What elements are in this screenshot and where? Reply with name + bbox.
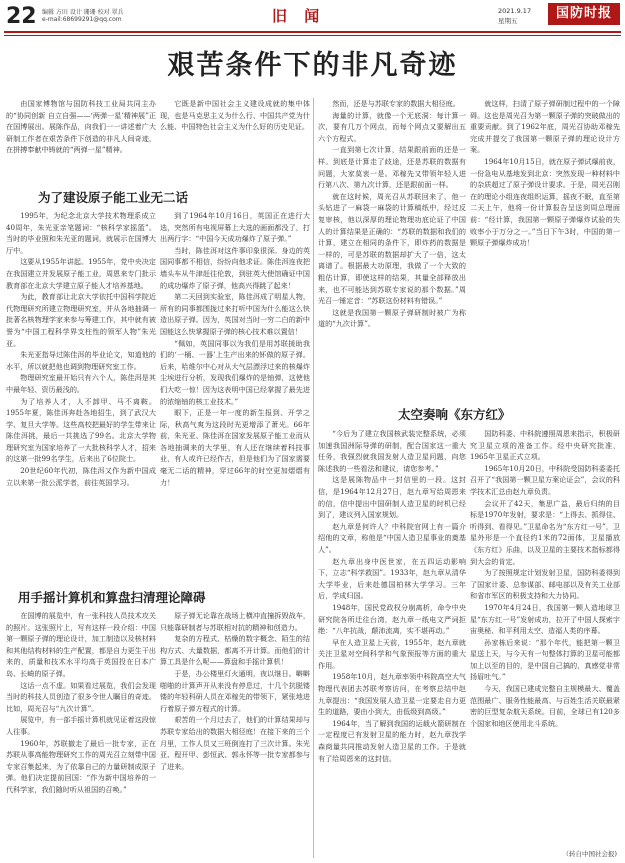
- date-text: 2021.9.17: [498, 7, 532, 15]
- paragraph: 到了1964年10月16日，英国正在进行大选，突然所有电视屏幕上大选的画面都没了，打出两行字：“中国今天成功爆炸了原子弹。”: [160, 211, 310, 244]
- paragraph: 1948年，国民党政权分崩离析，命令中央研究院各所迁往台湾，赵九章一纸电文严词拒绝：“八年抗战，颠沛流离，实不堪再动。”: [318, 602, 466, 636]
- paragraph: 赵九章是何许人？中科院官网上有一篇介绍他的文章，称他是“中国人造卫星事业的奠基人”。: [318, 521, 466, 554]
- paragraph: “佩如，英国同事以为我们是用苏联援助我们的‘一桶、一器’上生产出来的钚做的原子弹。后来，哈维尔中心对从大气层漂浮过来的核爆炸尘埃进行分析，发现我们爆炸的是铀弹，这使他们大吃一惊！因为这表明中国已经掌握了最先进的浓缩铀的核工业技术。”: [160, 338, 310, 406]
- paragraph: 1960年，苏联撤走了最后一批专家，正在苏联从事高能物理研究工作的周光召立刻带中国专家召集起来，为了依靠自己的力量研制成原子弹。他们决定提前回国：“作为新中国培养的一代科学家，我们随时听从祖国的召唤。”: [6, 738, 156, 794]
- section-2-column-b: [160, 610, 310, 858]
- section-3-column-b: [470, 428, 620, 840]
- paragraph: 这是展陈物品中一封信里的一段。这封信，是1964年12月27日，赵九章写给周恩来的信，信中提出中国研制人造卫星的时机已经到了，建议列入国家规划。: [318, 475, 466, 520]
- paragraph: 复杂的方程式、枯燥的数字概念、陌生的结构方式、大量数据，都离不开计算。而他们的计算工具是什么呢——算盘和手摇计算机！: [160, 634, 310, 667]
- paragraph: 当时，陈佳洱对这件事印象很深。身边的英国同事都不相信，纷纷向他求证。陈佳洱连夜把墙头车从牛津赶往伦敦，到驻英大使馆确证中国的成功爆炸了原子弹，他高兴得跳了起来！: [160, 245, 310, 290]
- source-credit: （转自中国社会报): [562, 850, 617, 858]
- paragraph: 一直到第七次计算，结果跟前面的还是一样。到底是计算走了歧途，还是苏联的数据有问题，大家莫衷一是。邓稼先又带领年轻人进行第八次、第九次计算，还是跟前面一样。: [318, 145, 466, 190]
- paragraph: 1964年10月15日，就在原子弹试爆前夜，一份急电从基地发到北京：突然发现一种材料中的杂质超过了原子弹设计要求。于是，周光召刚在的理论小组连夜组织运算，摇夜不眠，直至第二天上午，他将一份计算报告呈送到周总理面前：“经计算，我国第一颗原子弹爆炸试验的失败率小于万分之一。”当日下午3时，中国的第一颗原子弹爆炸成功！: [470, 156, 620, 248]
- header-rule: [4, 31, 621, 33]
- paragraph: “今后为了建立我国核武装完整系统，必须加速我国洲际导弹的研制，配合国家这一重大任务，我强烈就我国发射人造卫星问题，向您陈述我的一些看法和建议，请您参考。”: [318, 429, 466, 473]
- paragraph: 艰苦的一个月过去了，他们的计算结果却与苏联专家给出的数据大相径庭！在接下来的三个月里，工作人员又三班倒连打了三次计算。朱光亚、程开甲、彭恒武、郭永怀等一批专家都参与了进来。: [160, 715, 310, 771]
- paragraph: 孙家栋后来说：“那个年代，能把第一颗卫星送上天，与今天有一句整体打算的卫星可能都加上以至的目的，是中国自己搞的，真感觉非常扬眉吐气。”: [470, 637, 620, 682]
- paragraph: 20世纪60年代初，陈佳洱又作为新中国成立以来第一批公派学者，前往英国学习。: [6, 466, 156, 487]
- page-number: 22: [6, 4, 37, 29]
- paragraph: 这要从1955年讲起。1955年，党中央决定在我国建立并发展原子能工业，周恩来专门批示教育部在北京大学建立原子能人才培养基地。: [6, 257, 156, 290]
- section-heading-3: 太空奏响《东方红》: [398, 407, 511, 422]
- paragraph: 为此，教育部让北京大学依托中国科学院近代物理研究所建立物理研究室，并从各地抽调一批著名核物理学家来参与筹建工作，其中就有被誉为“中国工程科学界支柱性的领军人物”朱光亚。: [6, 292, 156, 348]
- paragraph: 朱光亚指导过陈佳洱的毕业论文，知道他的水平，所以就把他也调到物理研究室工作。: [6, 350, 156, 371]
- paragraph: 1995年，为纪念北京大学技术物理系成立40周年，朱光亚亲笔题词：“核科学家摇篮”。当时的毕业照和朱光亚的题词，就展示在国博大厅中。: [6, 211, 156, 255]
- section-2-column-c: [318, 98, 466, 418]
- paragraph: 这话一点不虚。如果看过展览，我们会发现当时的科技人员创造了很多令世人瞩目的奇迹。比如，周光召与“九次计算”。: [6, 680, 156, 713]
- paragraph: 海量的计算，就像一个无底洞：每计算一次，要有几万个网点，而每个网点又要解出五六个方程式。: [318, 110, 466, 143]
- paragraph: 这就是我国第一颗原子弹研制时被广为称道的“九次计算”。: [318, 307, 466, 329]
- paragraph: 早在人造卫星上天前，1955年，赵九章就关注卫星对空间科学和气象预报等方面的重大作用。: [318, 637, 466, 670]
- paragraph: 物理研究室最开始只有六个人，陈佳洱是其中最年轻、资历最浅的。: [6, 373, 156, 394]
- paragraph: 眼下，正是一年一度的新生报到、开学之际，秋高气爽为这段时光更增添了萧光。66年前，朱光亚、陈佳洱在国家发展原子能工业而从各地抽调来的大学里，有人还在继续着科技事业，有人或许已经作古，但是他们为了国家需要毫无二话的精神，穿过66年的时空更加熠熠有力！: [160, 408, 310, 487]
- section-name: 旧 闻: [272, 7, 326, 25]
- intro-column-2: [160, 98, 310, 190]
- paragraph: 为了按照规定计划发射卫星，国防科委得到了国家计委、总参谋部、邮电部以及有关工业部和省市军区的积极支持和大力协同。: [470, 568, 620, 601]
- section-2-column-a: [6, 610, 156, 858]
- paragraph: 1970年4月24日，我国第一颗人造地球卫星“东方红一号”发射成功，拉开了中国人探索宇宙奥秘、和平利用太空、造福人类的序幕。: [470, 602, 620, 636]
- paragraph: 1958年10月，赵九章率领中科院高空大气物理代表团去苏联考察访问，在考察总结中赵九章提出：“我国发展人造卫星一定要走自力更生的道路，要由小到大，由低级到高级。”: [318, 672, 466, 717]
- paragraph: 第二天回到实验室，陈佳洱成了明星人物，所有的同事都围拢过来打听中国为什么能这么快造出原子弹。因为，英国对当时一穷二白的新中国能这么快掌握原子弹的核心技术难以置信！: [160, 292, 310, 336]
- section-heading-1: 为了建设原子能工业无二话: [38, 190, 189, 205]
- section-1-column-a: [6, 210, 156, 584]
- paragraph: 原子弹无论靠在战场上横冲直撞拆毁战车，只能靠研制者与苏联相对抗的精神和创造力。: [160, 611, 310, 632]
- intro-column: [6, 98, 156, 190]
- paragraph: 赵九章出身中医世家，在五四运动影响下，立志“科学救国”。1933年，赵九章从清华大学毕业，后来赴德国柏林大学学习。三年后，学成归国。: [318, 556, 466, 601]
- paragraph: 今天，我国已建成完整自主规模最大、覆盖范围最广、服务性能最高、与百姓生活关联最紧密的巨型复杂航天系统。目前，全球已有120多个国家和地区使用北斗系统。: [470, 684, 620, 728]
- column-divider: [313, 98, 314, 858]
- paragraph: 1965年10月20日，中科院受国防科委委托召开了“我国第一颗卫星方案论证会”，会议的科学技术汇总由赵九章负责。: [470, 463, 620, 496]
- masthead-logo: 国防时报: [548, 3, 620, 25]
- email-address: e-mail:68699291@qq.com: [42, 16, 122, 23]
- intro-paragraph-2: 它既是新中国社会主义建设成就的集中体现，也是马克思主义为什么行、中国共产党为什么能、中国特色社会主义为什么好的历史见证。: [160, 99, 310, 132]
- paragraph: 就这样，扫清了原子弹研制过程中的一个障碍。这也是周光召为第一颗原子弹的突破做出的重要贡献。到了1962年底，周光召协助邓稼先完成并提交了我国第一颗原子弹的理论设计方案。: [470, 99, 620, 155]
- paragraph: 为了培养人才，人不卸甲、马不离鞍。1955年夏，陈佳洱奔赴各地招生，到了武汉大学、复旦大学等。这些高校把最好的学生带来让陈佳洱挑，最后一共挑选了99名。北京大学物理研究室为国家培养了一大批核科学人才，招来的这第一批99名学生，后来出了6位院士。: [6, 396, 156, 464]
- paragraph: 国防科委、中科院遵照周恩来指示，积极研究卫星立项的准备工作。经中央研究批准，1965年卫星正式立项。: [470, 429, 620, 462]
- paragraph: 然而，还是与苏联专家的数据大相径庭。: [332, 99, 460, 108]
- section-2-column-d: [470, 98, 620, 418]
- paragraph: 会议开了42天，集思广益，最后归纳的目标是1970年发射，要求是：“上得去、抓得住、听得到、看得见。”卫星命名为“东方红一号”，卫星外形是一个直径约1米的72面体，卫星播放《东方红》乐曲，以及卫星的主要技术指标都得到大会的肯定。: [470, 498, 620, 566]
- paragraph: 在国博的展览中，有一张科技人员技术攻关的照片。这张照片上，写有这样一段介绍：中国第一颗原子弹的理论设计，加工制造以及核材料和其他结构材料的生产配置，都是自力更生干出来的，质量和技术水平均高于英国投在日本广岛、长崎的原子弹。: [6, 611, 156, 678]
- paragraph: 于是，办公楼里灯火通明，夜以继日。噼噼啪啪的计算声开从来没有停息过，十几个抗脱镂镂的年轻科研人员在邓稼先的带领下，紧张地进行着原子弹方程式的计算。: [160, 668, 310, 713]
- header-rule-thin: [4, 35, 621, 36]
- intro-paragraph: 由国家博物馆与国防科技工业局共同主办的“协同创新 自立自强——‘两弹一星’精神展”正在国博展出。展陈作品，向我们一一讲述着广大研制工作者在艰苦条件下创造的非凡人间奇迹，在拼搏奉献中铸就的“两弹一星”精神。: [6, 99, 156, 155]
- section-1-column-b: [160, 210, 310, 584]
- staff-credits: 编辑 方田 设计 珊珊 校对 翠兵: [42, 9, 124, 16]
- paragraph: 1964年，当了解到我国的运载火箭研制在一定程度已有发射卫星的能力时，赵九章找学森商量共同推动发射人造卫星的工作。于是就有了给周恩来的这封信。: [318, 718, 466, 763]
- paragraph: 展览中，有一部手摇计算机就见证着这段惊人往事。: [6, 715, 156, 736]
- issue-date: [498, 7, 531, 27]
- article-title: 艰苦条件下的非凡奇迹: [167, 50, 458, 81]
- paragraph: 就在这时候，周光召从苏联回来了，他一头钻进了一麻袋一麻袋的计算稿纸中，经过反复审核，他以深厚的理论物理功底论证了中国人的计算结果是正确的：“苏联的数据和我们的计算，建立在相同的条件下，即炸药的数据是一样的，可是苏联的数据却扩大了一倍，这太离谱了。根据最大功原理，我做了一个大致的粗估计算，即使这样的结果，其量全部释放出来，也不可能达到苏联专家说的那个数据。”周光召一锤定音：“苏联这份材料有错误。”: [318, 191, 466, 306]
- section-3-column-a: [318, 428, 466, 856]
- page-header: [0, 0, 625, 36]
- weekday-text: 星期五: [498, 16, 518, 25]
- section-heading-2: 用手摇计算机和算盘扫清理论障碍: [18, 590, 206, 605]
